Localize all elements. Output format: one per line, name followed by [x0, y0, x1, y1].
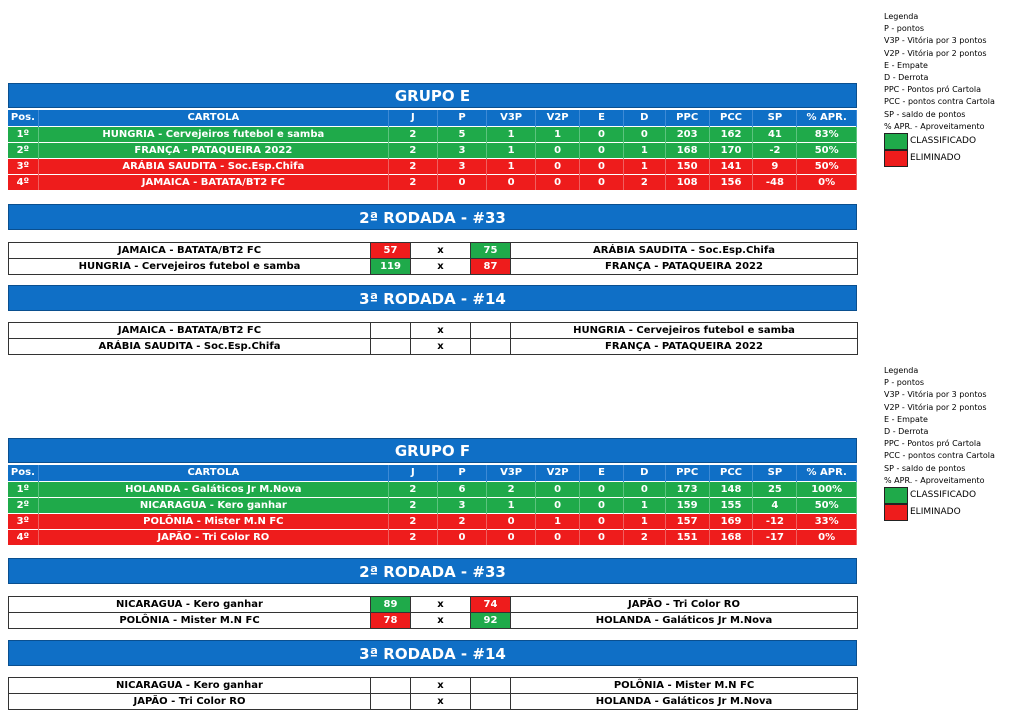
match-sep: x — [411, 694, 471, 710]
match-away-score — [471, 694, 511, 710]
cell-v2p: 0 — [536, 497, 580, 513]
column-header: % APR. — [797, 465, 857, 481]
standings-table — [8, 465, 857, 545]
cell-pcc: 155 — [709, 497, 753, 513]
match-sep: x — [411, 323, 471, 339]
cell-p: 3 — [437, 497, 486, 513]
cell-v2p: 0 — [536, 481, 580, 497]
legend-item: D - Derrota — [884, 73, 929, 83]
column-header: D — [623, 465, 665, 481]
group-e-title — [8, 83, 857, 108]
round-title: 3ª RODADA - #14 — [8, 285, 857, 311]
group-f-round2-matches — [8, 596, 857, 629]
legend-classified — [884, 133, 1019, 150]
legend-item: PPC - Pontos pró Cartola — [884, 85, 982, 95]
column-header: PCC — [709, 110, 753, 126]
table-row — [8, 529, 857, 545]
cell-sp: 25 — [753, 481, 797, 497]
cell-j: 2 — [388, 174, 437, 190]
matches-table — [8, 242, 858, 275]
cell-j: 2 — [388, 481, 437, 497]
cell-d: 2 — [623, 174, 665, 190]
cell-p: 5 — [437, 126, 486, 142]
table-row — [8, 142, 857, 158]
cell-ppc: 203 — [665, 126, 709, 142]
cell-v3p: 1 — [487, 497, 536, 513]
match-away: HOLANDA - Galáticos Jr M.Nova — [511, 694, 858, 710]
round-title: 3ª RODADA - #14 — [8, 640, 857, 666]
cell-e: 0 — [580, 481, 624, 497]
match-row — [9, 613, 858, 629]
table-row — [8, 174, 857, 190]
cell-p: 2 — [437, 513, 486, 529]
match-away: HOLANDA - Galáticos Jr M.Nova — [511, 613, 858, 629]
cell-team: POLÔNIA - Mister M.N FC — [38, 513, 388, 529]
cell-d: 0 — [623, 481, 665, 497]
column-header: % APR. — [797, 110, 857, 126]
cell-apr: 33% — [797, 513, 857, 529]
table-row — [8, 497, 857, 513]
cell-apr: 0% — [797, 529, 857, 545]
legend-item: SP - saldo de pontos — [884, 109, 966, 119]
column-header: SP — [753, 110, 797, 126]
group-f-round3-bar — [8, 640, 857, 666]
match-away-score: 74 — [471, 597, 511, 613]
match-home-score — [371, 694, 411, 710]
legend-item: D - Derrota — [884, 427, 929, 437]
column-header: CARTOLA — [38, 110, 388, 126]
table-row — [8, 126, 857, 142]
cell-j: 2 — [388, 497, 437, 513]
legend-eliminated — [884, 504, 1019, 521]
group-title: GRUPO E — [8, 83, 857, 108]
cell-sp: 9 — [753, 158, 797, 174]
column-header: PCC — [709, 465, 753, 481]
cell-p: 6 — [437, 481, 486, 497]
cell-j: 2 — [388, 142, 437, 158]
matches-table — [8, 322, 858, 355]
cell-e: 0 — [580, 158, 624, 174]
legend-item: V2P - Vitória por 2 pontos — [884, 402, 987, 412]
legend-item: PCC - pontos contra Cartola — [884, 97, 995, 107]
cell-pos: 3º — [8, 513, 38, 529]
cell-j: 2 — [388, 158, 437, 174]
match-away-score: 92 — [471, 613, 511, 629]
column-header: J — [388, 110, 437, 126]
legend-item: P - pontos — [884, 378, 925, 388]
column-header: Pos. — [8, 465, 38, 481]
legend-eliminated-label: ELIMINADO — [910, 153, 961, 164]
cell-j: 2 — [388, 529, 437, 545]
cell-pos: 1º — [8, 481, 38, 497]
cell-pcc: 168 — [709, 529, 753, 545]
column-header: CARTOLA — [38, 465, 388, 481]
cell-pcc: 169 — [709, 513, 753, 529]
legend-classified — [884, 487, 1019, 504]
group-f-standings — [8, 465, 857, 545]
standings-table — [8, 110, 857, 190]
match-away: FRANÇA - PATAQUEIRA 2022 — [511, 259, 858, 275]
cell-v3p: 1 — [487, 158, 536, 174]
matches-table — [8, 596, 858, 629]
group-e-round3-bar — [8, 285, 857, 311]
match-home-score: 89 — [371, 597, 411, 613]
match-home: JAPÃO - Tri Color RO — [9, 694, 371, 710]
legend-item: % APR. - Aproveitamento — [884, 121, 985, 131]
column-header: P — [437, 110, 486, 126]
match-home: NICARAGUA - Kero ganhar — [9, 678, 371, 694]
cell-team: FRANÇA - PATAQUEIRA 2022 — [38, 142, 388, 158]
round-title: 2ª RODADA - #33 — [8, 558, 857, 584]
match-home-score: 119 — [371, 259, 411, 275]
cell-e: 0 — [580, 142, 624, 158]
red-swatch — [884, 150, 908, 167]
match-away-score — [471, 323, 511, 339]
match-row — [9, 678, 858, 694]
cell-e: 0 — [580, 529, 624, 545]
match-row — [9, 323, 858, 339]
cell-ppc: 157 — [665, 513, 709, 529]
cell-pos: 3º — [8, 158, 38, 174]
column-header: Pos. — [8, 110, 38, 126]
cell-v2p: 0 — [536, 158, 580, 174]
column-header: V2P — [536, 465, 580, 481]
cell-apr: 83% — [797, 126, 857, 142]
legend-eliminated — [884, 150, 1019, 167]
legend-item: E - Empate — [884, 414, 928, 424]
legend-title: Legenda — [884, 366, 919, 375]
group-e-round2-bar — [8, 204, 857, 230]
cell-j: 2 — [388, 126, 437, 142]
legend-eliminated-label: ELIMINADO — [910, 507, 961, 518]
cell-ppc: 151 — [665, 529, 709, 545]
match-home: JAMAICA - BATATA/BT2 FC — [9, 323, 371, 339]
cell-team: HOLANDA - Galáticos Jr M.Nova — [38, 481, 388, 497]
cell-p: 3 — [437, 142, 486, 158]
match-away: POLÔNIA - Mister M.N FC — [511, 678, 858, 694]
cell-team: JAPÃO - Tri Color RO — [38, 529, 388, 545]
cell-e: 0 — [580, 513, 624, 529]
match-away: FRANÇA - PATAQUEIRA 2022 — [511, 339, 858, 355]
cell-sp: 4 — [753, 497, 797, 513]
match-away-score — [471, 678, 511, 694]
cell-d: 1 — [623, 142, 665, 158]
column-header: PPC — [665, 465, 709, 481]
cell-pcc: 162 — [709, 126, 753, 142]
match-away: ARÁBIA SAUDITA - Soc.Esp.Chifa — [511, 243, 858, 259]
group-title: GRUPO F — [8, 438, 857, 463]
cell-pos: 4º — [8, 529, 38, 545]
cell-pcc: 141 — [709, 158, 753, 174]
match-row — [9, 339, 858, 355]
cell-e: 0 — [580, 126, 624, 142]
match-sep: x — [411, 678, 471, 694]
round-title: 2ª RODADA - #33 — [8, 204, 857, 230]
cell-v2p: 0 — [536, 174, 580, 190]
cell-v2p: 0 — [536, 142, 580, 158]
column-header: D — [623, 110, 665, 126]
match-sep: x — [411, 613, 471, 629]
table-row — [8, 513, 857, 529]
cell-pos: 4º — [8, 174, 38, 190]
cell-ppc: 108 — [665, 174, 709, 190]
legend-classified-label: CLASSIFICADO — [910, 136, 977, 147]
legend-item: % APR. - Aproveitamento — [884, 475, 985, 485]
group-f-round2-bar — [8, 558, 857, 584]
legend — [884, 11, 1019, 167]
match-home: HUNGRIA - Cervejeiros futebol e samba — [9, 259, 371, 275]
cell-apr: 0% — [797, 174, 857, 190]
cell-ppc: 159 — [665, 497, 709, 513]
cell-pcc: 170 — [709, 142, 753, 158]
cell-team: NICARAGUA - Kero ganhar — [38, 497, 388, 513]
cell-v3p: 0 — [487, 513, 536, 529]
match-sep: x — [411, 259, 471, 275]
match-home: POLÔNIA - Mister M.N FC — [9, 613, 371, 629]
legend-item: SP - saldo de pontos — [884, 463, 966, 473]
match-sep: x — [411, 597, 471, 613]
column-header: V3P — [487, 110, 536, 126]
header-row — [8, 110, 857, 126]
group-f-round3-matches — [8, 677, 857, 710]
legend — [884, 365, 1019, 521]
cell-e: 0 — [580, 497, 624, 513]
column-header: V2P — [536, 110, 580, 126]
match-away-score: 87 — [471, 259, 511, 275]
cell-pos: 1º — [8, 126, 38, 142]
cell-sp: 41 — [753, 126, 797, 142]
cell-pos: 2º — [8, 142, 38, 158]
cell-apr: 50% — [797, 158, 857, 174]
cell-apr: 100% — [797, 481, 857, 497]
cell-p: 3 — [437, 158, 486, 174]
cell-apr: 50% — [797, 142, 857, 158]
cell-pcc: 148 — [709, 481, 753, 497]
legend-item: V3P - Vitória por 3 pontos — [884, 36, 987, 46]
green-swatch — [884, 133, 908, 150]
match-sep: x — [411, 243, 471, 259]
match-away: JAPÃO - Tri Color RO — [511, 597, 858, 613]
cell-v3p: 0 — [487, 529, 536, 545]
legend-classified-label: CLASSIFICADO — [910, 490, 977, 501]
cell-v3p: 0 — [487, 174, 536, 190]
cell-p: 0 — [437, 529, 486, 545]
match-home-score — [371, 678, 411, 694]
matches-table — [8, 677, 858, 710]
cell-ppc: 173 — [665, 481, 709, 497]
cell-v2p: 1 — [536, 126, 580, 142]
cell-p: 0 — [437, 174, 486, 190]
cell-v3p: 1 — [487, 126, 536, 142]
cell-v2p: 1 — [536, 513, 580, 529]
match-home-score: 57 — [371, 243, 411, 259]
cell-sp: -2 — [753, 142, 797, 158]
cell-sp: -12 — [753, 513, 797, 529]
cell-team: JAMAICA - BATATA/BT2 FC — [38, 174, 388, 190]
cell-v3p: 2 — [487, 481, 536, 497]
column-header: E — [580, 110, 624, 126]
cell-sp: -17 — [753, 529, 797, 545]
column-header: V3P — [487, 465, 536, 481]
column-header: SP — [753, 465, 797, 481]
table-row — [8, 481, 857, 497]
legend-item: P - pontos — [884, 24, 925, 34]
match-home-score — [371, 323, 411, 339]
match-away-score — [471, 339, 511, 355]
cell-pcc: 156 — [709, 174, 753, 190]
cell-v2p: 0 — [536, 529, 580, 545]
match-away-score: 75 — [471, 243, 511, 259]
cell-team: HUNGRIA - Cervejeiros futebol e samba — [38, 126, 388, 142]
cell-team: ARÁBIA SAUDITA - Soc.Esp.Chifa — [38, 158, 388, 174]
column-header: E — [580, 465, 624, 481]
group-e-standings — [8, 110, 857, 190]
group-f-title — [8, 438, 857, 463]
legend-item: E - Empate — [884, 60, 928, 70]
cell-j: 2 — [388, 513, 437, 529]
legend-item: PPC - Pontos pró Cartola — [884, 439, 982, 449]
cell-apr: 50% — [797, 497, 857, 513]
legend-title: Legenda — [884, 12, 919, 21]
match-sep: x — [411, 339, 471, 355]
match-home: ARÁBIA SAUDITA - Soc.Esp.Chifa — [9, 339, 371, 355]
group-e-round2-matches — [8, 242, 857, 275]
match-row — [9, 694, 858, 710]
cell-e: 0 — [580, 174, 624, 190]
cell-ppc: 150 — [665, 158, 709, 174]
group-e-round3-matches — [8, 322, 857, 355]
green-swatch — [884, 487, 908, 504]
cell-d: 1 — [623, 513, 665, 529]
cell-d: 0 — [623, 126, 665, 142]
match-away: HUNGRIA - Cervejeiros futebol e samba — [511, 323, 858, 339]
cell-d: 1 — [623, 158, 665, 174]
cell-ppc: 168 — [665, 142, 709, 158]
match-home-score: 78 — [371, 613, 411, 629]
legend-item: V2P - Vitória por 2 pontos — [884, 48, 987, 58]
match-home-score — [371, 339, 411, 355]
red-swatch — [884, 504, 908, 521]
column-header: J — [388, 465, 437, 481]
cell-pos: 2º — [8, 497, 38, 513]
cell-d: 2 — [623, 529, 665, 545]
match-row — [9, 597, 858, 613]
match-row — [9, 259, 858, 275]
column-header: P — [437, 465, 486, 481]
match-home: NICARAGUA - Kero ganhar — [9, 597, 371, 613]
match-row — [9, 243, 858, 259]
table-row — [8, 158, 857, 174]
header-row — [8, 465, 857, 481]
legend-item: V3P - Vitória por 3 pontos — [884, 390, 987, 400]
cell-v3p: 1 — [487, 142, 536, 158]
column-header: PPC — [665, 110, 709, 126]
legend-item: PCC - pontos contra Cartola — [884, 451, 995, 461]
match-home: JAMAICA - BATATA/BT2 FC — [9, 243, 371, 259]
cell-d: 1 — [623, 497, 665, 513]
cell-sp: -48 — [753, 174, 797, 190]
